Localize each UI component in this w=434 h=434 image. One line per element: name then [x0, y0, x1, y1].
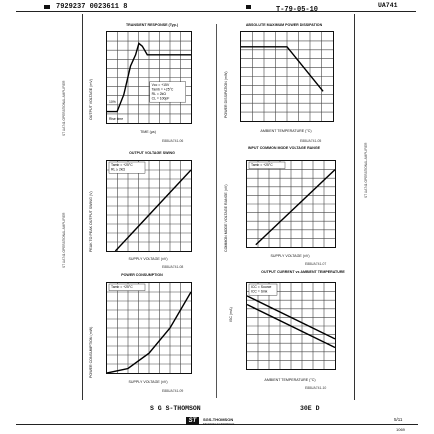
x-axis-label: TIME (µs) [140, 130, 156, 134]
legend-entry: Tamb = +25°C [111, 285, 133, 289]
y-axis-label: PEAK TO PEAK OUTPUT SWING (V) [89, 191, 93, 252]
legend-entry: Vcc = +15V [151, 82, 170, 87]
x-axis-label: SUPPLY VOLTAGE (±V) [128, 257, 168, 261]
y-axis-label: ISC (mA) [229, 307, 233, 322]
chart-title: TRANSIENT RESPONSE (Typ.) [125, 23, 179, 27]
legend-entry: ICC = Sink [251, 289, 268, 294]
x-axis-label: AMBIENT TEMPERATURE (°C) [264, 378, 316, 382]
chart-power-consumption [106, 282, 192, 374]
barcode-text: 7929237 0023611 8 [56, 3, 128, 11]
series-line [241, 47, 323, 92]
legend-entry: Tamb = +25°C [151, 87, 174, 92]
chart-title: POWER CONSUMPTION [121, 273, 163, 277]
footer-logo-subtext: MICROELECTRONICS [203, 422, 235, 426]
chart-legend [249, 162, 285, 169]
figure-code: E88UA741-05 [300, 139, 322, 143]
part-number: UA741 [378, 2, 398, 9]
legend-entry: RL ≥ 2kΩ [111, 167, 126, 172]
y-axis-label: OUTPUT VOLTAGE (mV) [89, 79, 93, 120]
legend-entry: RL = 2kΩ [151, 91, 166, 96]
chart-title: OUTPUT CURRENT vs AMBIENT TEMPERATURE [261, 270, 345, 274]
x-axis-label: SUPPLY VOLTAGE (±V) [128, 380, 168, 384]
y-axis-label: POWER CONSUMPTION (mW) [89, 326, 93, 378]
header-rule [16, 11, 416, 12]
x-axis-label: SUPPLY VOLTAGE (±V) [270, 254, 310, 258]
chart-transient [106, 31, 192, 124]
chart-output-swing [106, 160, 192, 252]
left-margin-rule [82, 14, 83, 400]
header-marker [246, 5, 251, 9]
chart-common-mode [246, 160, 336, 248]
header-marker [44, 5, 50, 9]
chart-legend [109, 162, 145, 173]
side-text: ST UA741 OPERATIONAL AMPLIFIER [62, 80, 66, 136]
legend-entry: CL = 100pF [151, 96, 170, 101]
figure-code: E88UA741-06 [162, 139, 184, 143]
right-margin-rule [354, 14, 355, 400]
figure-code: E88UA741-09 [162, 389, 184, 393]
footer-left-text: S G S-THOMSON [150, 405, 201, 412]
chart-power-dissipation [240, 31, 334, 122]
series-line [256, 170, 335, 245]
side-text: ST UA741 OPERATIONAL AMPLIFIER [62, 212, 66, 268]
chart-title: ABSOLUTE MAXIMUM POWER DISSIPATION [245, 23, 323, 27]
chart-legend [150, 82, 186, 102]
chart-legend [109, 284, 145, 291]
y-axis-label: POWER DISSIPATION (mW) [224, 71, 228, 118]
figure-code: E88UA741-08 [162, 265, 184, 269]
footer-logo-text: SGS-THOMSON [203, 417, 234, 422]
page-number: 5/11 [394, 417, 403, 422]
legend-entry: ICC = Source [251, 285, 272, 289]
figure-code: E88UA741-10 [305, 386, 327, 390]
figure-code: E88UA741-07 [305, 262, 327, 266]
side-text: ST UA741 OPERATIONAL AMPLIFIER [364, 142, 368, 198]
chart-title: OUTPUT VOLTAGE SWING [129, 151, 175, 155]
legend-entry: Tamb = +25°C [111, 163, 133, 167]
page-code: 1069 [396, 427, 405, 432]
doc-ref: T-79-05-10 [276, 6, 319, 14]
series-line [115, 170, 191, 251]
annotation: Rise time [109, 117, 124, 121]
y-axis-label: COMMON MODE VOLTAGE RANGE (±V) [224, 184, 228, 252]
legend-entry: Tamb = +25°C [251, 163, 273, 167]
annotation: 10% [109, 99, 116, 104]
chart-output-current [246, 282, 336, 370]
footer-right-text: 30E D [300, 405, 320, 412]
st-logo-icon: ST [186, 417, 199, 425]
center-divider [216, 24, 217, 398]
chart-legend [249, 284, 277, 295]
chart-title: INPUT COMMON MODE VOLTAGE RANGE [247, 146, 321, 150]
x-axis-label: AMBIENT TEMPERATURE (°C) [260, 129, 312, 133]
